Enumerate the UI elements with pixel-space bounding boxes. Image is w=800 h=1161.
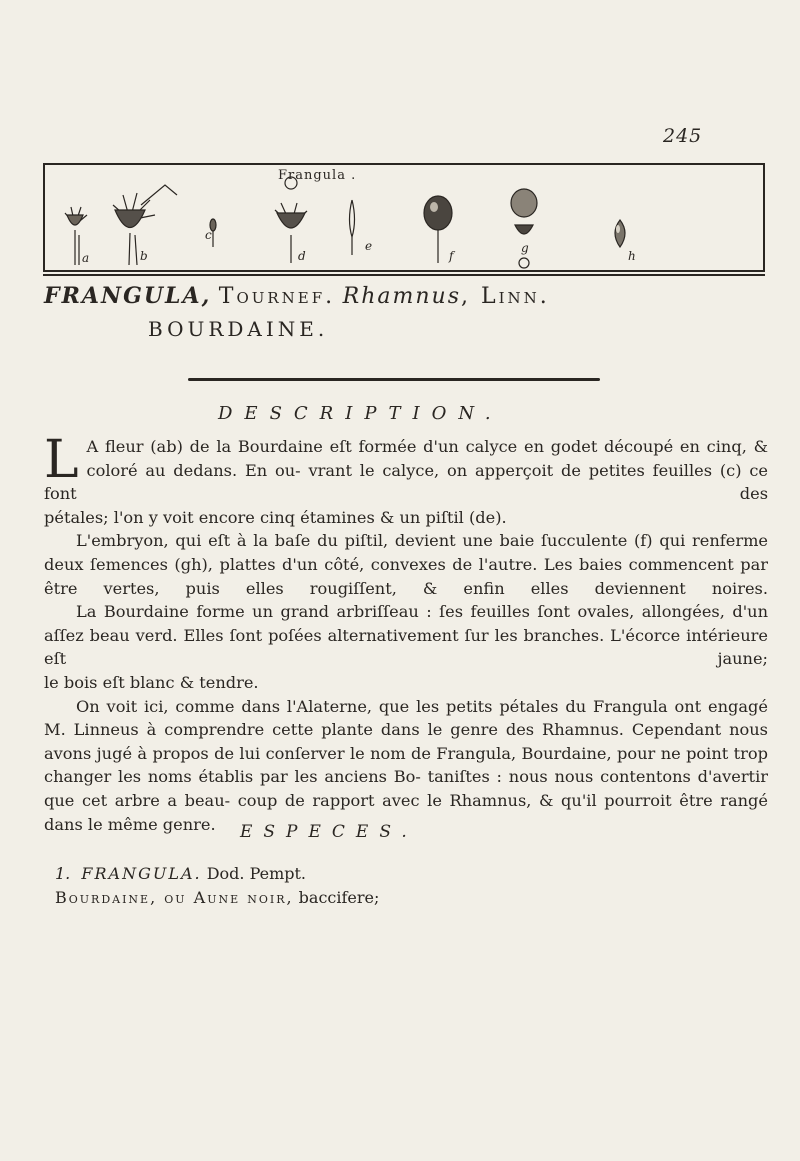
text-line: ne point trop changer les noms établis par les anciens Bo- (44, 743, 769, 787)
description-heading: DESCRIPTION. (218, 403, 503, 424)
text-line: dans le genre des Rhamnus. Cependant nous avons jugé à (44, 720, 768, 763)
text-line: côté, convexes de l'autre. Les baies commencent par être (44, 554, 768, 598)
text-line: vertes, puis elles rougiſſent, & enfin elles deviennent noires. (103, 578, 768, 598)
text-line: coup de rapport avec le Rhamnus, & qu'il pourroit être rangé (237, 790, 768, 810)
drop-cap: L (44, 430, 79, 490)
species-second-line (55, 886, 755, 910)
figure-e-pistil-illustration (350, 200, 355, 255)
authority-tournefort: Tournef. (218, 284, 336, 309)
text-line: alternativement ſur les branches. L'écorce intérieure eſt jaune; (44, 625, 769, 669)
divider-rule (188, 378, 600, 381)
figure-label: f (449, 249, 454, 263)
text-line: L'embryon, qui eſt à la baſe du piſtil, devient une baie (76, 531, 535, 551)
genus-title (44, 283, 764, 309)
text-line: La Bourdaine forme un grand arbriſſeau : ſes feuilles ſont (76, 602, 571, 622)
species-first-line (55, 862, 755, 886)
species-epithet: baccifere; (298, 888, 380, 907)
paragraph (44, 695, 768, 813)
species-entry (55, 862, 755, 910)
text-line: godet découpé en cinq, & coloré au dedans. En ou- (86, 437, 768, 480)
paragraph (44, 529, 768, 600)
plate-title: Frangula . (278, 168, 357, 183)
paragraph (44, 430, 768, 506)
species-author: Dod. Pempt. (206, 864, 307, 883)
text-line: ovales, allongées, d'un aſſez beau verd. Elles ſont poſées (44, 602, 768, 645)
figure-f-berry-illustration (424, 196, 452, 263)
species-common-name: Bourdaine, ou Aune noir, (55, 888, 294, 907)
text-line: ſucculente (f) qui renferme deux ſemences (gh), plattes d'un (44, 531, 768, 574)
figure-h-seed-illustration (615, 220, 625, 247)
french-name: BOURDAINE. (148, 317, 329, 341)
figure-label: e (365, 239, 373, 253)
genus-name: FRANGULA, (44, 283, 212, 309)
text-line: vrant le calyce, on apperçoit de petites feuilles (c) ce font des (44, 460, 768, 504)
figure-label: h (628, 249, 636, 263)
paragraph-end (44, 671, 768, 695)
figure-label: a (82, 251, 90, 265)
authority-linnaeus: , Linn. (461, 284, 550, 309)
paragraph (44, 600, 768, 671)
text-line: dans le même genre. (44, 814, 216, 834)
page-number: 245 (663, 125, 703, 147)
text-line: taniſtes : nous nous contentons d'avertir que cet arbre a beau- (44, 767, 768, 810)
botanical-plate (43, 163, 765, 272)
figure-label: d (298, 249, 306, 263)
text-line: le bois eſt blanc & tendre. (44, 672, 259, 692)
text-line: du Frangula ont engagé M. Linneus à comprendre cette plante (44, 696, 768, 740)
plate-illustrations (45, 165, 763, 270)
text-line: On voit ici, comme dans l'Alaterne, que les petits pétales (76, 696, 559, 716)
description-body (44, 430, 769, 836)
figure-label: g (521, 241, 529, 255)
figure-label: b (140, 249, 148, 263)
synonym-rhamnus: Rhamnus (342, 284, 461, 309)
species-number: 1. (55, 864, 71, 883)
figure-g-seed-illustration (511, 189, 537, 268)
text-line: pétales; l'on y voit encore cinq étamines & un piſtil (de). (44, 507, 507, 527)
text-line: A fleur (ab) de la Bourdaine eſt formée d'un calyce en (86, 437, 545, 456)
species-name: FRANGULA. (81, 864, 202, 883)
paragraph-end (44, 506, 768, 530)
text-line: propos de lui conſerver le nom de Frangula, Bourdaine, pour (152, 743, 656, 763)
figure-label: c (205, 228, 212, 242)
species-heading: ESPECES. (240, 822, 418, 842)
